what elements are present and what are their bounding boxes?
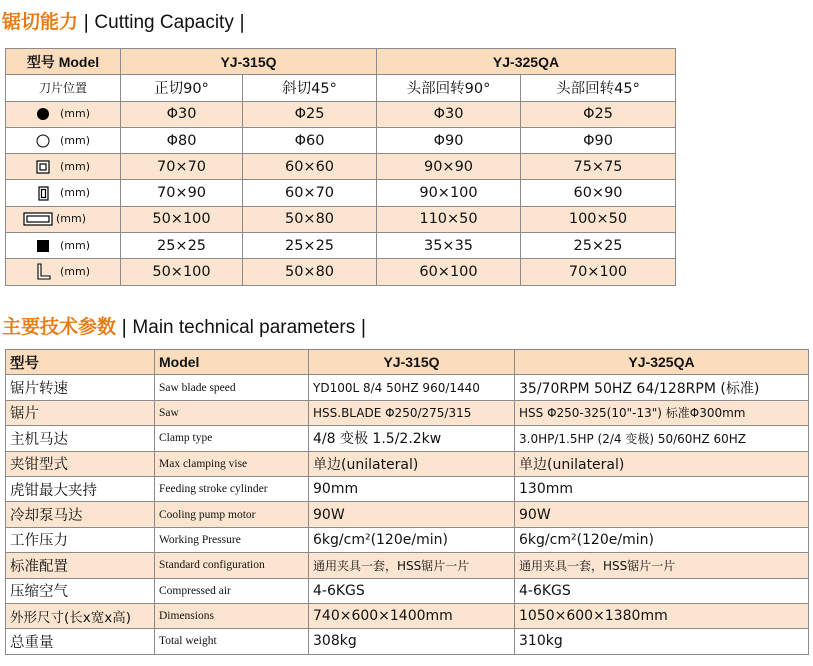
table-header-row [6, 49, 676, 75]
capacity-value: 60×90 [521, 180, 676, 206]
param-value-yj325qa: 单边(unilateral) [515, 451, 809, 476]
param-value-yj315q: 通用夹具一套，HSS锯片一片 [309, 553, 515, 578]
param-name-en: Dimensions [155, 603, 309, 628]
table-row [6, 400, 809, 425]
param-value-yj325qa: 310kg [515, 629, 809, 654]
param-value-yj325qa: 1050×600×1380mm [515, 603, 809, 628]
unit-label: (mm) [60, 159, 91, 173]
shape-cell [6, 180, 121, 206]
param-value-yj325qa: 90W [515, 502, 809, 527]
shape-cell [6, 206, 121, 232]
model-label-cell: 型号 Model [6, 49, 121, 75]
capacity-value: 50×100 [121, 206, 243, 232]
solid-square-icon [28, 238, 58, 254]
capacity-value: 90×90 [377, 154, 521, 180]
capacity-value: 60×70 [243, 180, 377, 206]
table-row [6, 476, 809, 501]
main-parameters-heading [2, 313, 372, 341]
param-name-en: Feeding stroke cylinder [155, 476, 309, 501]
capacity-value: Φ80 [121, 127, 243, 153]
capacity-value: 70×100 [521, 259, 676, 285]
heading-trailing-bar: | [238, 11, 246, 33]
heading-en: Cutting Capacity [94, 12, 234, 33]
param-name-en: Clamp type [155, 426, 309, 451]
hollow-wide-rect-icon [22, 212, 54, 226]
param-value-yj315q: 740×600×1400mm [309, 603, 515, 628]
table-row [6, 127, 676, 153]
param-name-en: Compressed air [155, 578, 309, 603]
table-row [6, 603, 809, 628]
capacity-value: 50×80 [243, 259, 377, 285]
capacity-value: Φ90 [377, 127, 521, 153]
param-value-yj325qa: 35/70RPM 50HZ 64/128RPM (标准) [515, 375, 809, 400]
capacity-value: Φ30 [377, 101, 521, 127]
unit-label: (mm) [60, 133, 91, 147]
position-straight-90: 正切90° [121, 75, 243, 101]
param-value-yj315q: 90W [309, 502, 515, 527]
model-yj325qa-header: YJ-325QA [377, 49, 676, 75]
param-name-cn: 虎钳最大夹持 [6, 476, 155, 501]
table-header-row [6, 350, 809, 375]
table-row [6, 180, 676, 206]
angle-profile-icon [28, 263, 58, 281]
capacity-value: 75×75 [521, 154, 676, 180]
param-name-cn: 夹钳型式 [6, 451, 155, 476]
hollow-circle-icon [28, 133, 58, 149]
heading-cn: 锯切能力 [2, 11, 79, 33]
param-name-en: Saw [155, 400, 309, 425]
cutting-capacity-table [5, 48, 676, 286]
capacity-value: 70×90 [121, 180, 243, 206]
cutting-capacity-heading [2, 8, 250, 36]
capacity-value: 100×50 [521, 206, 676, 232]
capacity-value: Φ90 [521, 127, 676, 153]
param-name-en: Total weight [155, 629, 309, 654]
param-value-yj325qa: 6kg/cm²(120e/min) [515, 527, 809, 552]
table-row [6, 553, 809, 578]
capacity-value: 35×35 [377, 233, 521, 259]
model-yj315q-header: YJ-315Q [309, 350, 515, 375]
position-head-rotate-90: 头部回转90° [377, 75, 521, 101]
capacity-value: 50×100 [121, 259, 243, 285]
model-yj325qa-header: YJ-325QA [515, 350, 809, 375]
param-value-yj315q: 6kg/cm²(120e/min) [309, 527, 515, 552]
blade-position-label: 刀片位置 [6, 75, 121, 101]
param-value-yj325qa: 通用夹具一套，HSS锯片一片 [515, 553, 809, 578]
capacity-value: 60×60 [243, 154, 377, 180]
param-value-yj315q: 单边(unilateral) [309, 451, 515, 476]
param-value-yj315q: YD100L 8/4 50HZ 960/1440 [309, 375, 515, 400]
header-model-cn: 型号 [6, 350, 155, 375]
param-name-cn: 工作压力 [6, 527, 155, 552]
param-name-cn: 冷却泵马达 [6, 502, 155, 527]
capacity-value: Φ25 [243, 101, 377, 127]
capacity-value: 25×25 [243, 233, 377, 259]
table-row [6, 259, 676, 285]
table-row [6, 451, 809, 476]
shape-cell [6, 127, 121, 153]
table-row [6, 629, 809, 654]
unit-label: (mm) [60, 265, 91, 279]
param-value-yj315q: 308kg [309, 629, 515, 654]
param-value-yj325qa: 4-6KGS [515, 578, 809, 603]
param-name-en: Cooling pump motor [155, 502, 309, 527]
heading-separator: | [121, 316, 128, 338]
capacity-value: 110×50 [377, 206, 521, 232]
param-value-yj315q: HSS.BLADE Φ250/275/315 [309, 400, 515, 425]
table-row [6, 527, 809, 552]
capacity-value: 60×100 [377, 259, 521, 285]
param-value-yj315q: 4-6KGS [309, 578, 515, 603]
param-value-yj325qa: 130mm [515, 476, 809, 501]
shape-cell [6, 101, 121, 127]
model-yj315q-header: YJ-315Q [121, 49, 377, 75]
capacity-value: 25×25 [521, 233, 676, 259]
param-name-cn: 外形尺寸(长x宽x高) [6, 603, 155, 628]
unit-label: (mm) [60, 186, 91, 200]
param-name-cn: 锯片 [6, 400, 155, 425]
heading-separator: | [83, 11, 90, 33]
shape-cell [6, 154, 121, 180]
param-name-en: Saw blade speed [155, 375, 309, 400]
table-row [6, 101, 676, 127]
param-name-cn: 主机马达 [6, 426, 155, 451]
capacity-value: 70×70 [121, 154, 243, 180]
table-row [6, 233, 676, 259]
param-name-cn: 总重量 [6, 629, 155, 654]
table-row [6, 154, 676, 180]
param-name-cn: 标准配置 [6, 553, 155, 578]
capacity-value: 50×80 [243, 206, 377, 232]
param-value-yj315q: 90mm [309, 476, 515, 501]
table-row [6, 502, 809, 527]
param-name-cn: 锯片转速 [6, 375, 155, 400]
capacity-value: 90×100 [377, 180, 521, 206]
table-row [6, 206, 676, 232]
param-name-en: Working Pressure [155, 527, 309, 552]
main-parameters-table [5, 349, 809, 655]
header-model-en: Model [155, 350, 309, 375]
capacity-value: Φ25 [521, 101, 676, 127]
param-value-yj325qa: HSS Φ250-325(10"-13") 标准Φ300mm [515, 400, 809, 425]
capacity-value: 25×25 [121, 233, 243, 259]
position-head-rotate-45: 头部回转45° [521, 75, 676, 101]
shape-cell [6, 233, 121, 259]
solid-circle-icon [28, 106, 58, 122]
table-row [6, 375, 809, 400]
blade-position-row [6, 75, 676, 101]
param-name-en: Standard configuration [155, 553, 309, 578]
param-name-en: Max clamping vise [155, 451, 309, 476]
hollow-tall-rect-icon [28, 185, 58, 201]
position-miter-45: 斜切45° [243, 75, 377, 101]
heading-en: Main technical parameters [132, 317, 356, 338]
unit-label: (mm) [56, 212, 87, 226]
heading-trailing-bar: | [360, 316, 367, 338]
table-row [6, 578, 809, 603]
hollow-square-icon [28, 159, 58, 175]
capacity-value: Φ30 [121, 101, 243, 127]
param-value-yj325qa: 3.0HP/1.5HP (2/4 变极) 50/60HZ 60HZ [515, 426, 809, 451]
unit-label: (mm) [60, 238, 91, 252]
capacity-value: Φ60 [243, 127, 377, 153]
unit-label: (mm) [60, 107, 91, 121]
param-value-yj315q: 4/8 变极 1.5/2.2kw [309, 426, 515, 451]
param-name-cn: 压缩空气 [6, 578, 155, 603]
heading-cn: 主要技术参数 [2, 316, 117, 338]
table-row [6, 426, 809, 451]
shape-cell [6, 259, 121, 285]
